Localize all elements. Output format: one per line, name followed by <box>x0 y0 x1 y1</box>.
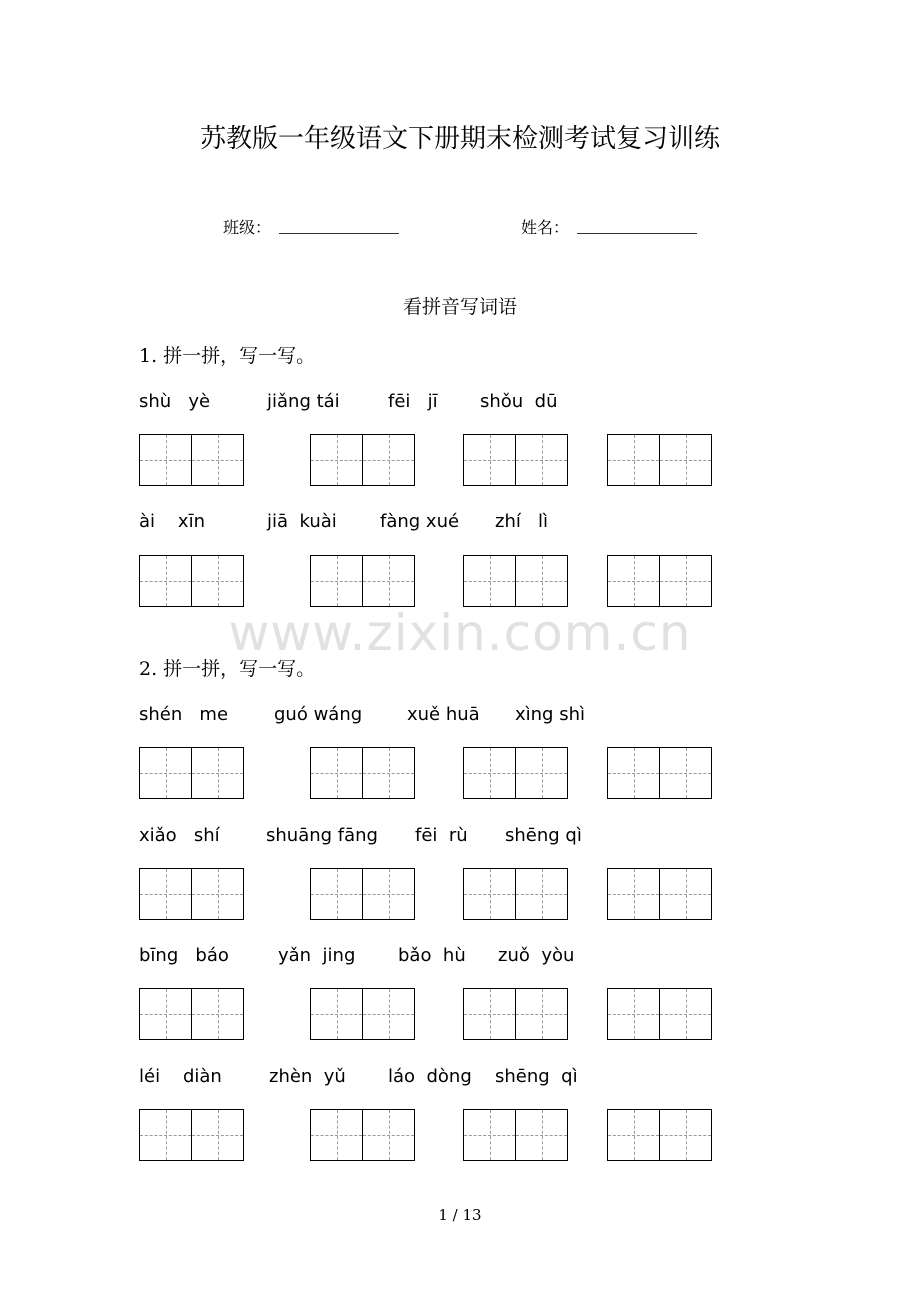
watermark: www.zixin.com.cn <box>228 604 692 662</box>
writing-box[interactable] <box>310 868 415 920</box>
writing-cell[interactable] <box>140 748 191 798</box>
writing-box[interactable] <box>139 555 244 607</box>
pinyin: ài xīn <box>139 511 205 532</box>
writing-cell[interactable] <box>515 748 567 798</box>
writing-cell[interactable] <box>140 435 191 485</box>
writing-box[interactable] <box>139 747 244 799</box>
writing-cell[interactable] <box>608 556 659 606</box>
writing-cell[interactable] <box>362 1110 414 1160</box>
writing-cell[interactable] <box>608 1110 659 1160</box>
writing-cell[interactable] <box>191 435 243 485</box>
writing-cell[interactable] <box>515 869 567 919</box>
class-blank[interactable] <box>279 233 399 234</box>
pinyin: xiǎo shí <box>139 825 220 846</box>
writing-cell[interactable] <box>362 869 414 919</box>
name-blank[interactable] <box>577 233 697 234</box>
writing-cell[interactable] <box>311 1110 362 1160</box>
document-title: 苏教版一年级语文下册期末检测考试复习训练 <box>199 124 720 154</box>
writing-cell[interactable] <box>311 435 362 485</box>
writing-cell[interactable] <box>311 556 362 606</box>
writing-box[interactable] <box>607 868 712 920</box>
pinyin: jiā kuài <box>267 511 337 532</box>
writing-box[interactable] <box>463 868 568 920</box>
writing-cell[interactable] <box>464 435 515 485</box>
writing-cell[interactable] <box>362 435 414 485</box>
writing-cell[interactable] <box>191 989 243 1039</box>
writing-cell[interactable] <box>191 869 243 919</box>
writing-cell[interactable] <box>659 556 711 606</box>
pinyin: yǎn jing <box>278 945 356 966</box>
writing-box[interactable] <box>463 1109 568 1161</box>
pinyin: bǎo hù <box>398 945 466 966</box>
writing-box[interactable] <box>607 1109 712 1161</box>
writing-cell[interactable] <box>464 556 515 606</box>
pinyin: jiǎng tái <box>267 391 340 412</box>
pinyin: shuāng fāng <box>266 825 378 846</box>
pinyin: shēng qì <box>495 1066 578 1087</box>
writing-cell[interactable] <box>608 989 659 1039</box>
writing-cell[interactable] <box>140 1110 191 1160</box>
pinyin: fàng xué <box>380 511 460 532</box>
writing-cell[interactable] <box>362 748 414 798</box>
writing-cell[interactable] <box>515 435 567 485</box>
writing-box[interactable] <box>463 555 568 607</box>
writing-cell[interactable] <box>659 435 711 485</box>
writing-box[interactable] <box>139 868 244 920</box>
question-1-title: 1. 拼一拼，写一写。 <box>139 345 316 367</box>
pinyin: zhí lì <box>495 511 549 532</box>
pinyin: léi diàn <box>139 1066 222 1087</box>
pinyin: fēi jī <box>388 391 438 412</box>
writing-cell[interactable] <box>464 1110 515 1160</box>
writing-cell[interactable] <box>362 989 414 1039</box>
pinyin: shén me <box>139 704 229 725</box>
writing-cell[interactable] <box>464 869 515 919</box>
writing-box[interactable] <box>607 747 712 799</box>
writing-box[interactable] <box>139 988 244 1040</box>
pinyin: zuǒ yòu <box>498 945 575 966</box>
writing-cell[interactable] <box>362 556 414 606</box>
writing-cell[interactable] <box>515 989 567 1039</box>
writing-cell[interactable] <box>140 556 191 606</box>
writing-box[interactable] <box>310 1109 415 1161</box>
writing-cell[interactable] <box>311 748 362 798</box>
writing-cell[interactable] <box>608 869 659 919</box>
writing-box[interactable] <box>463 988 568 1040</box>
writing-cell[interactable] <box>659 989 711 1039</box>
pinyin: xìng shì <box>515 704 585 725</box>
pinyin: xuě huā <box>407 704 480 725</box>
writing-box[interactable] <box>607 988 712 1040</box>
writing-cell[interactable] <box>191 1110 243 1160</box>
writing-cell[interactable] <box>311 869 362 919</box>
writing-cell[interactable] <box>140 869 191 919</box>
writing-cell[interactable] <box>515 1110 567 1160</box>
writing-box[interactable] <box>139 434 244 486</box>
writing-box[interactable] <box>463 747 568 799</box>
class-label: 班级： <box>223 218 272 237</box>
writing-cell[interactable] <box>191 748 243 798</box>
pinyin: shēng qì <box>505 825 582 846</box>
writing-box[interactable] <box>310 747 415 799</box>
writing-box[interactable] <box>310 434 415 486</box>
question-2-title: 2. 拼一拼，写一写。 <box>139 658 316 680</box>
pinyin: bīng báo <box>139 945 229 966</box>
page-number: 1 / 13 <box>438 1206 482 1224</box>
pinyin: fēi rù <box>415 825 468 846</box>
pinyin: guó wáng <box>274 704 363 725</box>
writing-box[interactable] <box>310 988 415 1040</box>
writing-cell[interactable] <box>659 1110 711 1160</box>
section-title: 看拼音写词语 <box>402 296 517 318</box>
pinyin: shǒu dū <box>480 391 558 412</box>
writing-box[interactable] <box>607 434 712 486</box>
writing-cell[interactable] <box>659 748 711 798</box>
writing-cell[interactable] <box>515 556 567 606</box>
writing-cell[interactable] <box>191 556 243 606</box>
pinyin: zhèn yǔ <box>269 1066 346 1087</box>
writing-cell[interactable] <box>608 435 659 485</box>
writing-cell[interactable] <box>464 989 515 1039</box>
writing-box[interactable] <box>310 555 415 607</box>
writing-cell[interactable] <box>464 748 515 798</box>
name-label: 姓名： <box>521 218 570 237</box>
writing-cell[interactable] <box>608 748 659 798</box>
pinyin: shù yè <box>139 391 211 412</box>
writing-cell[interactable] <box>311 989 362 1039</box>
writing-box[interactable] <box>463 434 568 486</box>
writing-cell[interactable] <box>659 869 711 919</box>
writing-box[interactable] <box>607 555 712 607</box>
pinyin: láo dòng <box>388 1066 472 1087</box>
writing-box[interactable] <box>139 1109 244 1161</box>
writing-cell[interactable] <box>140 989 191 1039</box>
